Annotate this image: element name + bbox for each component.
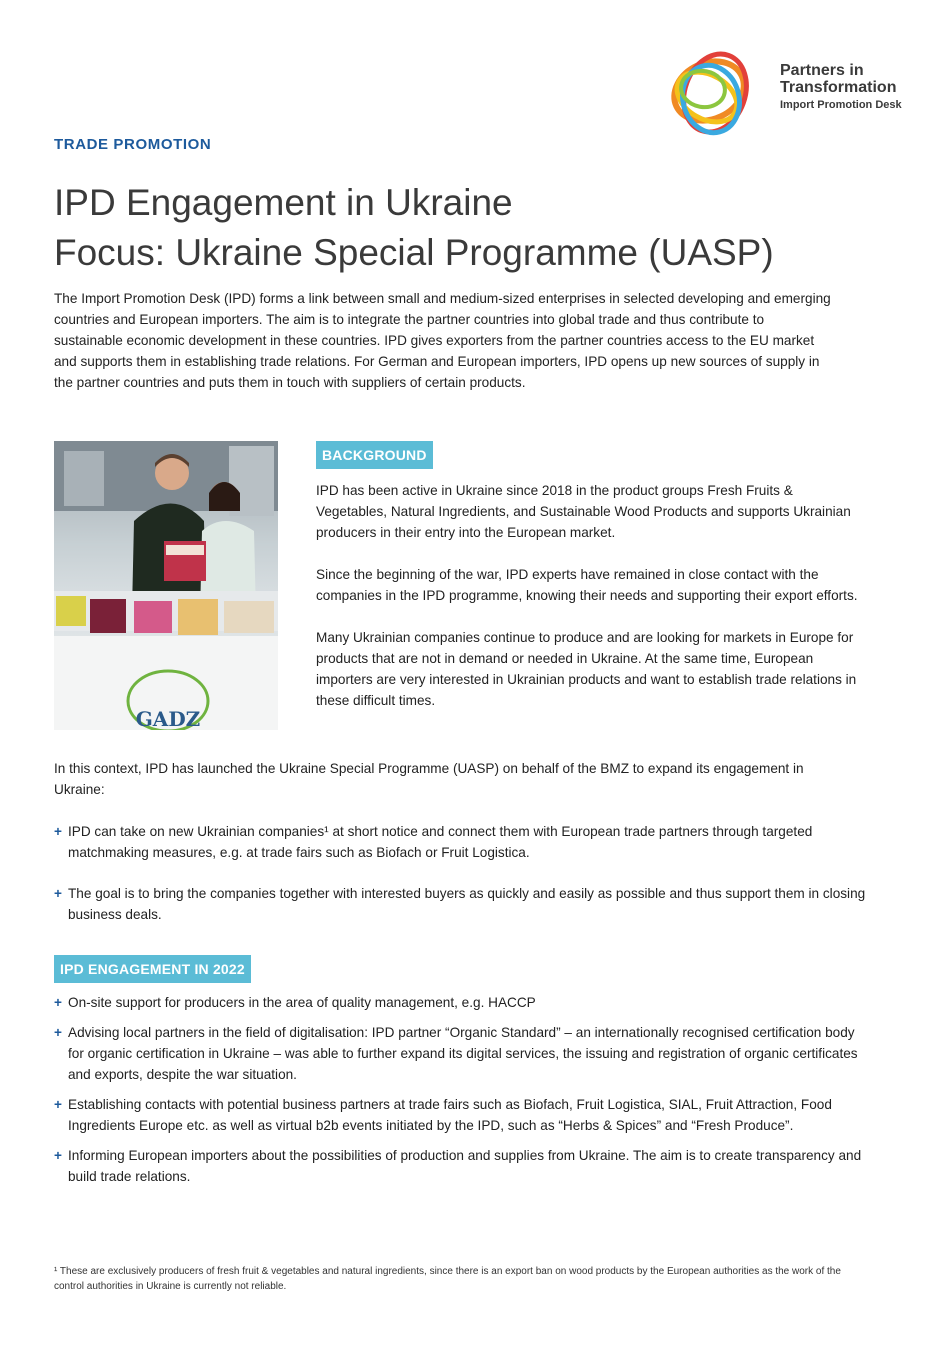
photo-sign-text: GADZ bbox=[135, 707, 201, 730]
background-heading: BACKGROUND bbox=[316, 441, 433, 469]
page-title bbox=[54, 178, 774, 278]
partners-in-transformation-logo bbox=[663, 43, 903, 143]
list-item bbox=[54, 1022, 874, 1085]
engagement-list bbox=[54, 992, 874, 1196]
background-text bbox=[316, 480, 866, 732]
context-list bbox=[54, 821, 874, 945]
context-paragraph: In this context, IPD has launched the Ukraine Special Programme (UASP) on behalf of the BMZ to expand its engagement in Ukraine: bbox=[54, 761, 804, 797]
plus-bullet-icon: + bbox=[54, 1148, 62, 1163]
list-item bbox=[54, 821, 874, 863]
plus-bullet-icon: + bbox=[54, 886, 62, 901]
logo-text-line1: Partners in bbox=[780, 62, 864, 79]
list-item-text: IPD can take on new Ukrainian companies¹ at short notice and connect them with European trade partners through targeted matchmaking measures, e.g. at trade fairs such as Biofach or Fruit Logistica. bbox=[68, 824, 813, 860]
intro-paragraph: The Import Promotion Desk (IPD) forms a link between small and medium-sized enterprises in selected developing and emerging countries and European importers. The aim is to integrate the partner countries into global trade and thus contribute to sustainable economic development in these countries. IPD gives exporters from the partner countries access to the EU market and supports them in establishing trade relations. For German and European importers, IPD opens up new sources of supply in the partner countries and puts them in touch with suppliers of certain products. bbox=[54, 291, 831, 390]
plus-bullet-icon: + bbox=[54, 1097, 62, 1112]
background-paragraph-1: IPD has been active in Ukraine since 2018 in the product groups Fresh Fruits & Vegetables, Natural Ingredients, and Sustainable Wood Products and supports Ukrainian producers in their entry into the European market. bbox=[316, 483, 851, 540]
title-line1: IPD Engagement in Ukraine bbox=[54, 182, 513, 223]
logo-text-line2: Transformation bbox=[780, 78, 897, 96]
list-item-text: Establishing contacts with potential business partners at trade fairs such as Biofach, Fruit Logistica, SIAL, Fruit Attraction, Food Ingredients Europe etc. as well as virtual b2b events initiated by the IPD, such as “Herbs & Spices” and “Fresh Produce”. bbox=[68, 1097, 832, 1133]
logo-rings-icon bbox=[663, 43, 773, 143]
logo-text-line3: Import Promotion Desk bbox=[780, 98, 902, 111]
plus-bullet-icon: + bbox=[54, 995, 62, 1010]
list-item bbox=[54, 1145, 874, 1187]
list-item-text: Informing European importers about the possibilities of production and supplies from Ukraine. The aim is to create transparency and build trade relations. bbox=[68, 1148, 862, 1184]
list-item-text: On-site support for producers in the area of quality management, e.g. HACCP bbox=[68, 995, 536, 1010]
section-tag: TRADE PROMOTION bbox=[54, 136, 212, 153]
footnote: ¹ These are exclusively producers of fresh fruit & vegetables and natural ingredients, since there is an export ban on wood products by the European authorities as the work of the control authorities in Ukraine is currently not reliable. bbox=[54, 1266, 841, 1292]
list-item-text: Advising local partners in the field of digitalisation: IPD partner “Organic Standard” – an internationally recognised certification body for organic certification in Ukraine – was able to further expand its digital services, the issuing and registration of organic certificates and exports, despite the war situation. bbox=[68, 1025, 858, 1082]
trade-fair-photo bbox=[54, 441, 278, 730]
list-item-text: The goal is to bring the companies together with interested buyers as quickly and easily as possible and thus support them in closing business deals. bbox=[68, 886, 866, 922]
background-paragraph-2: Since the beginning of the war, IPD experts have remained in close contact with the companies in the IPD programme, knowing their needs and supporting their export efforts. bbox=[316, 567, 858, 603]
list-item bbox=[54, 992, 874, 1013]
plus-bullet-icon: + bbox=[54, 1025, 62, 1040]
list-item bbox=[54, 1094, 874, 1136]
plus-bullet-icon: + bbox=[54, 824, 62, 839]
list-item bbox=[54, 883, 874, 925]
engagement-heading: IPD ENGAGEMENT IN 2022 bbox=[54, 955, 251, 983]
title-line2: Focus: Ukraine Special Programme (UASP) bbox=[54, 232, 774, 273]
background-paragraph-3: Many Ukrainian companies continue to produce and are looking for markets in Europe for products that are not in demand or needed in Ukraine. At the same time, European importers are very interested in Ukrainian products and want to establish trade relations in these difficult times. bbox=[316, 630, 857, 708]
